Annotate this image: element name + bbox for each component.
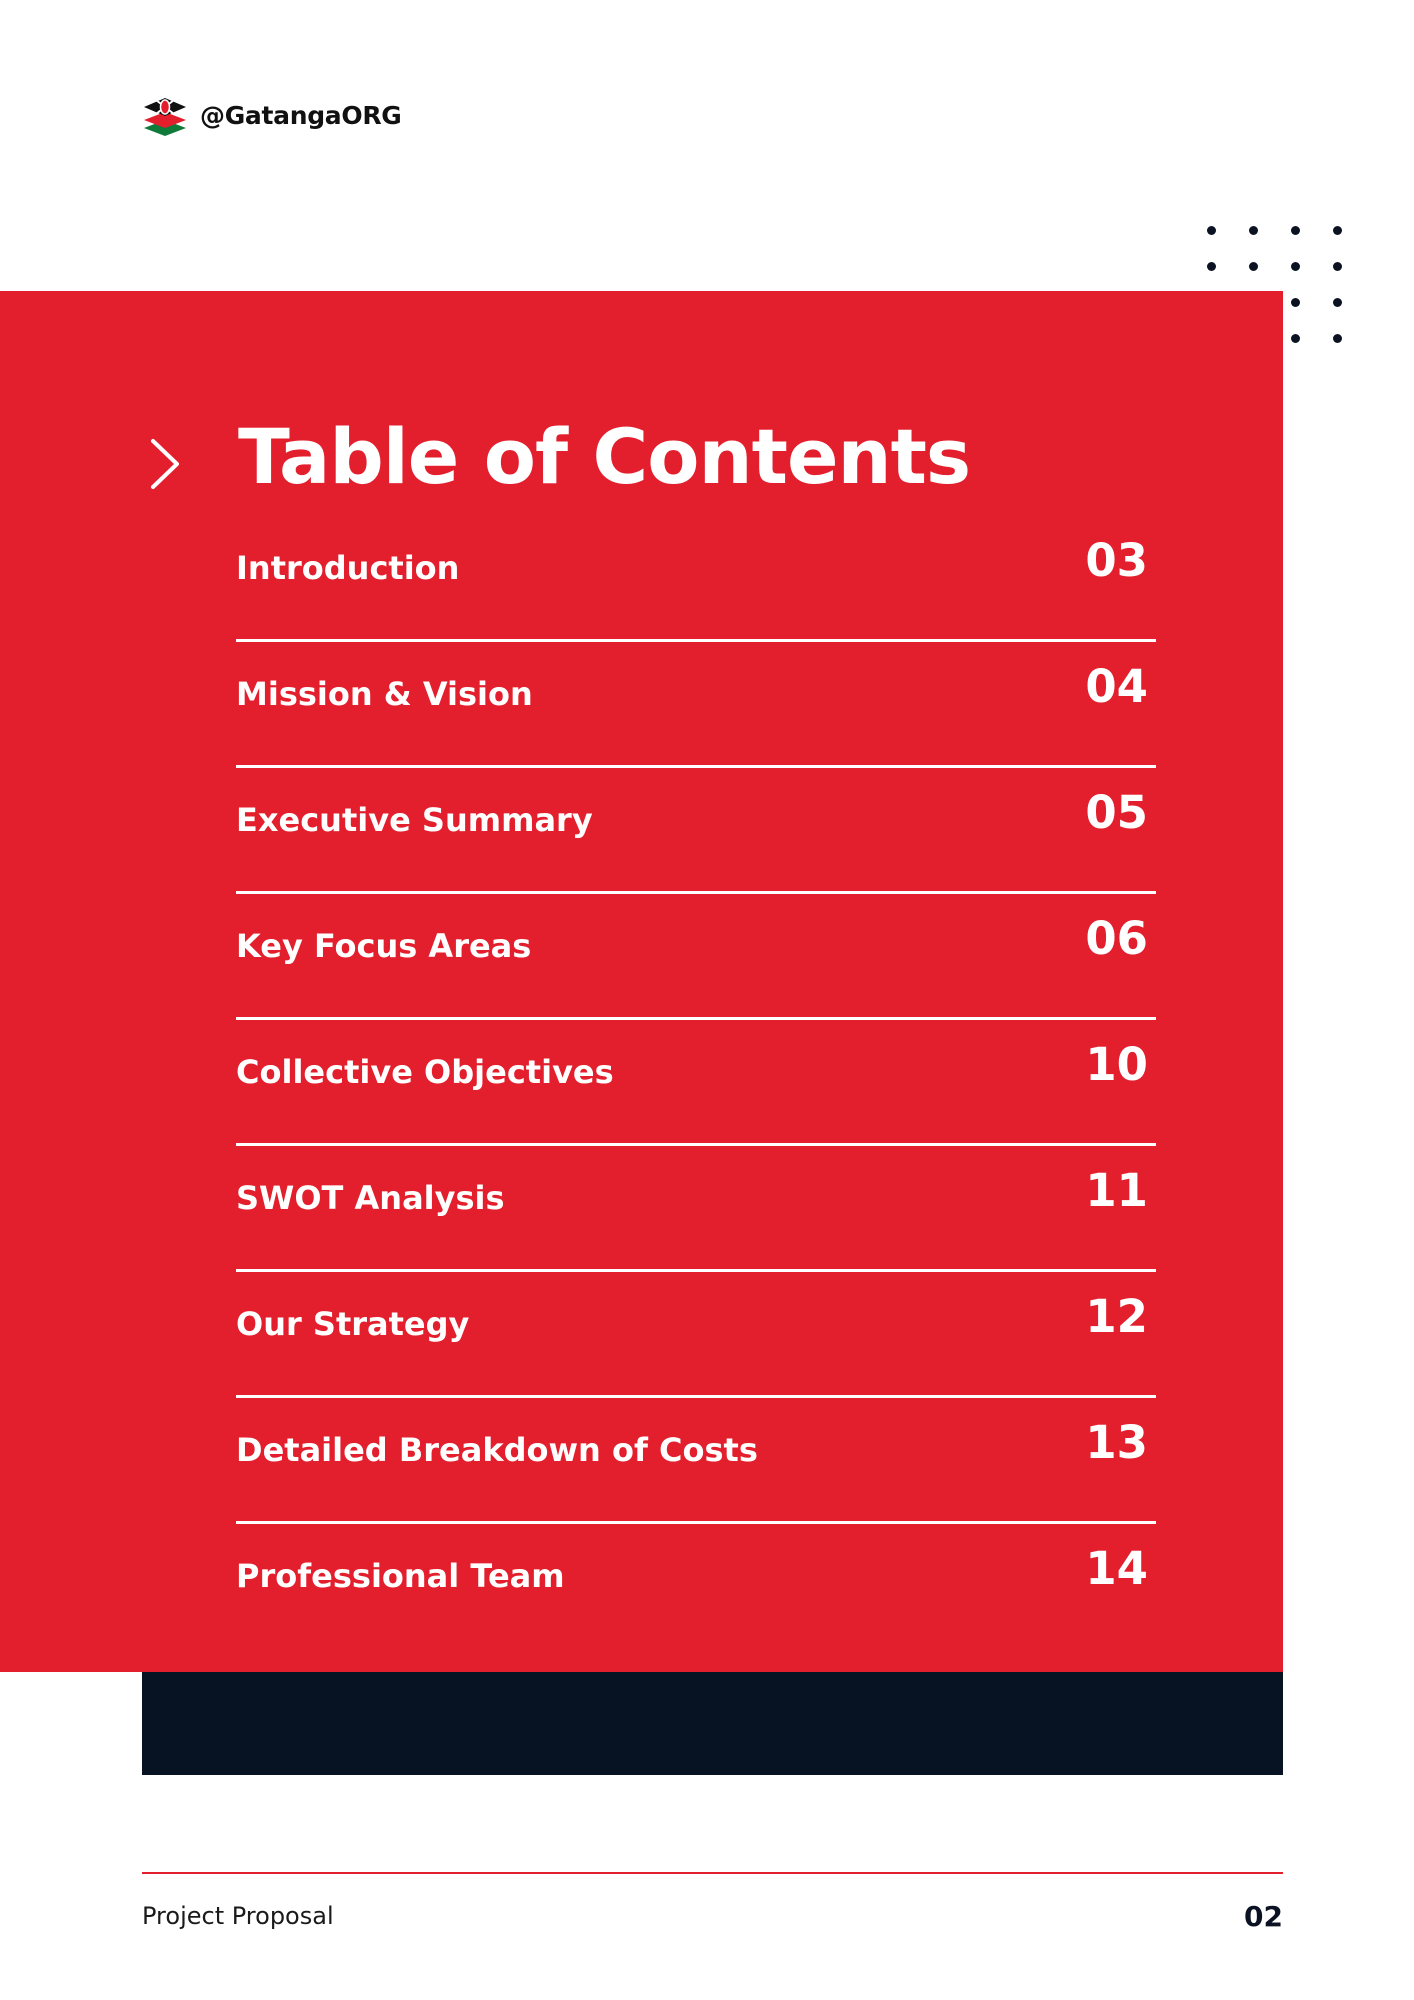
toc-item-label: Executive Summary	[236, 801, 593, 839]
toc-item-page: 12	[1085, 1290, 1148, 1343]
toc-item-page: 04	[1085, 660, 1148, 713]
toc-item-label: Key Focus Areas	[236, 927, 532, 965]
toc-item-swot-analysis[interactable]	[236, 1146, 1156, 1272]
toc-item-professional-team[interactable]	[236, 1524, 1156, 1650]
brand-handle: @GatangaORG	[200, 100, 402, 130]
toc-item-page: 06	[1085, 912, 1148, 965]
toc-item-page: 11	[1085, 1164, 1148, 1217]
toc-item-page: 05	[1085, 786, 1148, 839]
page-title: Table of Contents	[238, 412, 971, 501]
toc-item-executive-summary[interactable]	[236, 768, 1156, 894]
toc-item-label: Collective Objectives	[236, 1053, 614, 1091]
toc-item-page: 14	[1085, 1542, 1148, 1595]
toc-list	[236, 516, 1156, 1650]
toc-item-label: Mission & Vision	[236, 675, 533, 713]
footer-page-number: 02	[1244, 1900, 1283, 1933]
footer-divider	[142, 1872, 1283, 1874]
toc-item-label: Introduction	[236, 549, 460, 587]
navy-accent-bar	[142, 1672, 1283, 1775]
brand-header	[140, 90, 402, 140]
kenya-shield-stack-icon	[140, 90, 190, 140]
footer-document-name: Project Proposal	[142, 1902, 334, 1930]
toc-item-label: Detailed Breakdown of Costs	[236, 1431, 758, 1469]
toc-item-our-strategy[interactable]	[236, 1272, 1156, 1398]
toc-item-collective-objectives[interactable]	[236, 1020, 1156, 1146]
toc-item-label: SWOT Analysis	[236, 1179, 505, 1217]
toc-item-cost-breakdown[interactable]	[236, 1398, 1156, 1524]
toc-item-page: 10	[1085, 1038, 1148, 1091]
toc-item-label: Professional Team	[236, 1557, 565, 1595]
toc-item-label: Our Strategy	[236, 1305, 470, 1343]
toc-item-page: 13	[1085, 1416, 1148, 1469]
chevron-right-icon	[145, 435, 185, 493]
toc-item-page: 03	[1085, 534, 1148, 587]
toc-item-key-focus-areas[interactable]	[236, 894, 1156, 1020]
toc-item-mission-vision[interactable]	[236, 642, 1156, 768]
toc-item-introduction[interactable]	[236, 516, 1156, 642]
